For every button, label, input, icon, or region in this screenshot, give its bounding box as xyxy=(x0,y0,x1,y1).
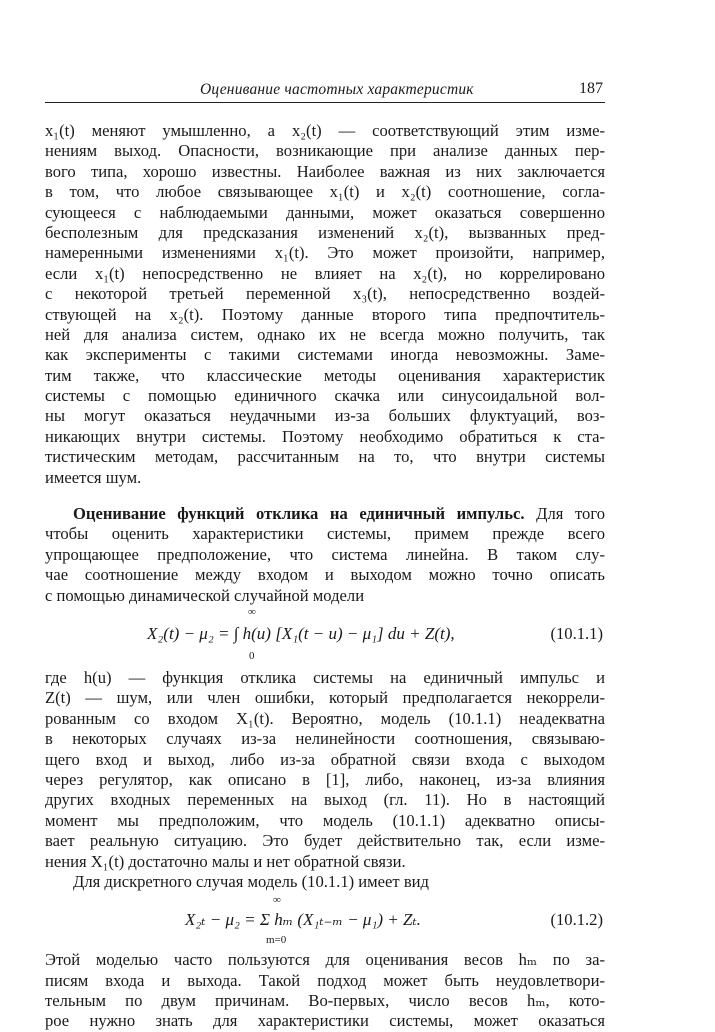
sum-upper-limit: ∞ xyxy=(273,894,281,907)
text-line: Z(t) — шум, или член ошибки, который предполагается некоррели- xyxy=(45,688,605,708)
text-line: писям входа и выхода. Такой подход может быть неудовлетвори- xyxy=(45,970,605,990)
text-line: других входных переменных на выход (гл. 11). Но в настоящий xyxy=(45,790,605,810)
page-number: 187 xyxy=(579,80,603,97)
text-line: сующееся с наблюдаемыми данными, может оказаться совершенно xyxy=(45,202,605,222)
paragraph-2 xyxy=(45,668,605,892)
text-line: как эксперименты с такими системами иногда невозможны. Заме- xyxy=(45,345,605,365)
text-line: тистическим методам, рассчитанным на то, что внутри системы xyxy=(45,447,605,467)
paragraph-4 xyxy=(45,950,605,1032)
text-line: через регулятор, как описано в [1], либо, наконец, из-за влияния xyxy=(45,769,605,789)
text-line: системы с помощью единичного скачка или синусоидальной вол- xyxy=(45,386,605,406)
text-line: Этой моделью часто пользуются для оценивания весов hₘ по за- xyxy=(45,950,605,970)
equation-1-number: (10.1.1) xyxy=(550,623,603,643)
section-paragraph xyxy=(45,504,605,606)
text-line: вает реальную ситуацию. Это будет действительно так, если изме- xyxy=(45,831,605,851)
equation-2-formula: X₂ₜ − μ₂ = Σ hₘ (X₁ₜ₋ₘ − μ₁) + Zₜ. xyxy=(185,910,421,930)
text-line: рованным со входом X₁(t). Вероятно, модель (10.1.1) неадекватна xyxy=(45,708,605,728)
text-line: намеренными изменениями x₁(t). Это может произойти, например, xyxy=(45,243,605,263)
text-line: x₁(t) меняют умышленно, а x₂(t) — соответствующий этим изме- xyxy=(45,121,605,140)
text-line: в том, что любое связывающее x₁(t) и x₂(t) соотношение, согла- xyxy=(45,182,605,202)
text-line: щего вход и выход, либо из-за обратной связи входа с выходом xyxy=(45,749,605,769)
text-line: нения X₁(t) достаточно малы и нет обратной связи. xyxy=(45,851,406,871)
text-line: тим также, что классические методы оценивания характеристик xyxy=(45,365,605,385)
text-line: никающих внутри системы. Поэтому необходимо обратиться к ста- xyxy=(45,426,605,446)
text-line: Для дискретного случая модель (10.1.1) имеет вид xyxy=(73,871,429,891)
text-line: тельным по двум причинам. Во-первых, число весов hₘ, кото- xyxy=(45,991,605,1011)
running-header xyxy=(45,78,605,103)
text-line: нениям выход. Опасности, возникающие при анализе данных пер- xyxy=(45,141,605,161)
text-line: чае соотношение между входом и выходом можно точно описать xyxy=(45,565,605,585)
text-line: бесполезным для предсказания изменений x₂(t), вызванных пред- xyxy=(45,222,605,242)
section-heading: Оценивание функций отклика на единичный импульс. xyxy=(73,504,525,524)
text-line: с некоторой третьей переменной x₃(t), непосредственно воздей- xyxy=(45,284,605,304)
integral-lower-limit: 0 xyxy=(249,649,255,662)
sum-lower-limit: m=0 xyxy=(266,934,287,947)
text-line: чтобы оценить характеристики системы, примем прежде всего xyxy=(45,524,605,544)
equation-10-1-2 xyxy=(45,892,605,950)
page-body xyxy=(45,121,605,1032)
text-line: ствующей на x₂(t). Поэтому данные второго типа предпочтитель- xyxy=(45,304,605,324)
text-line: вого типа, хорошо известны. Наиболее важная из них заключается xyxy=(45,161,605,181)
text-line xyxy=(45,504,605,524)
text-line: если x₁(t) непосредственно не влияет на x₂(t), но коррелировано xyxy=(45,263,605,283)
text-line: ней для анализа систем, однако их не всегда можно получить, так xyxy=(45,324,605,344)
text-line: момент мы предположим, что модель (10.1.1) адекватно описы- xyxy=(45,810,605,830)
text-line: где h(u) — функция отклика системы на единичный импульс и xyxy=(45,667,605,687)
text-line: рое нужно знать для характеристики системы, может оказаться xyxy=(45,1011,605,1031)
equation-2-number: (10.1.2) xyxy=(550,910,603,930)
integral-upper-limit: ∞ xyxy=(248,605,256,618)
paragraph-1 xyxy=(45,121,605,488)
text-line: с помощью динамической случайной модели xyxy=(45,585,365,605)
text-line: имеется шум. xyxy=(45,467,142,487)
text-line: в некоторых случаях из-за нелинейности соотношения, связываю- xyxy=(45,729,605,749)
text-line: упрощающее предположение, что система линейна. В таком слу- xyxy=(45,544,605,564)
equation-1-formula: X₂(t) − μ₂ = ∫ h(u) [X₁(t − u) − μ₁] du + Z(t), xyxy=(147,623,455,643)
section-first-line-rest: Для того xyxy=(536,504,605,524)
running-title: Оценивание частотных характеристик xyxy=(200,81,474,98)
equation-10-1-1 xyxy=(45,606,605,668)
text-line: ны могут оказаться неудачными из-за больших флуктуаций, воз- xyxy=(45,406,605,426)
